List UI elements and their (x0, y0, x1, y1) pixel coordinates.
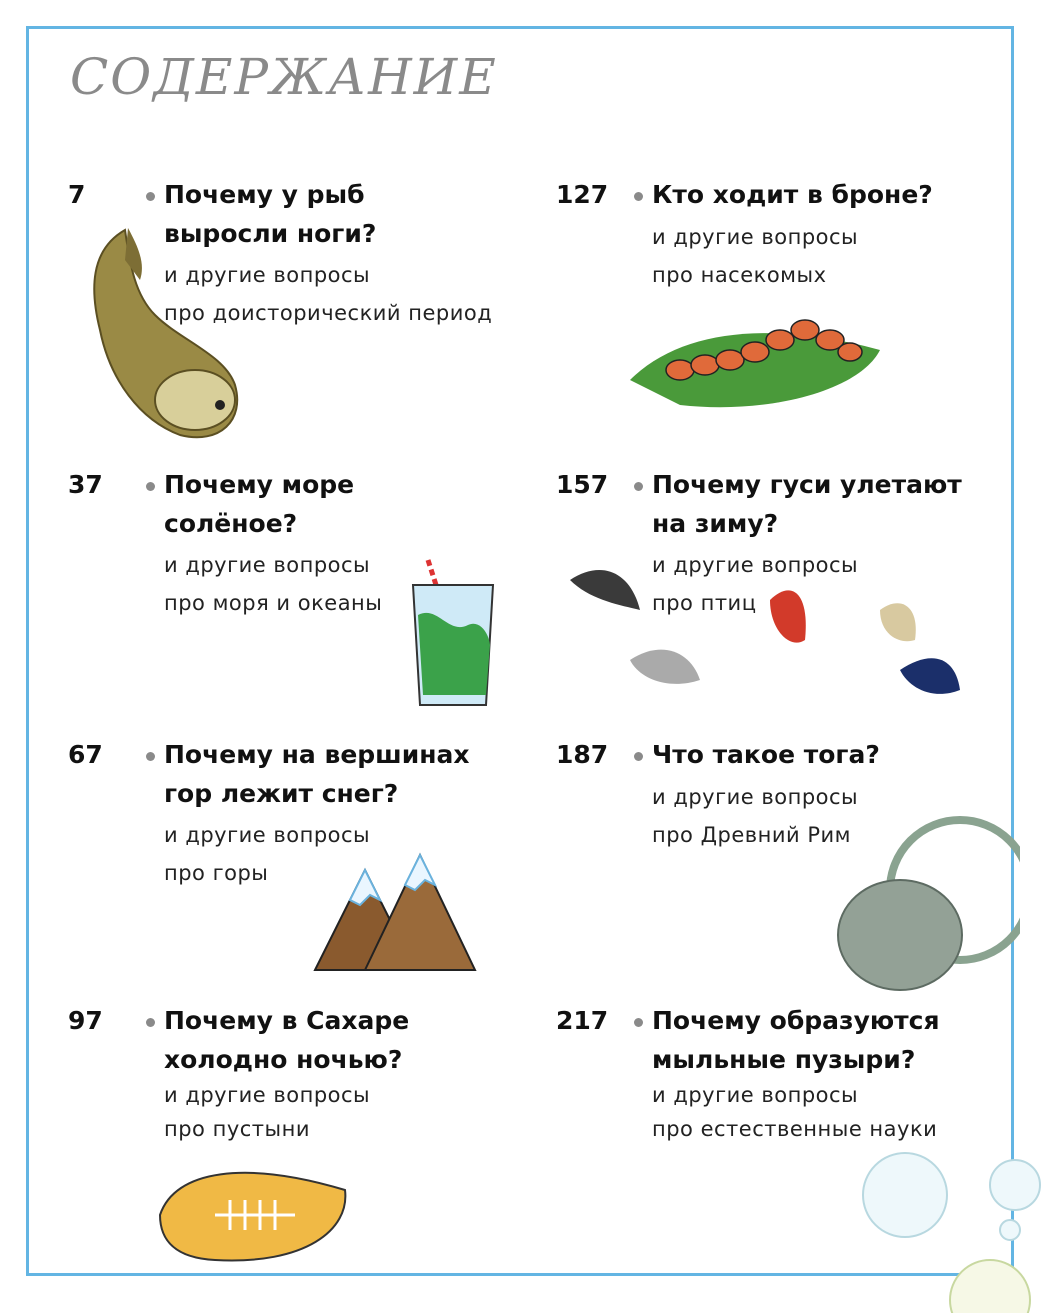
question-line-1: Что такое тога? (652, 740, 880, 769)
subtitle-line-1: и другие вопросы (652, 785, 859, 809)
subtitle-line-2: про насекомых (652, 263, 827, 287)
glass-with-straw-illustration (408, 555, 503, 715)
question-line-1: Почему у рыб (164, 180, 365, 209)
question-line-1: Почему в Сахаре (164, 1006, 410, 1035)
page-number: 67 (68, 740, 103, 769)
subtitle-line-1: и другие вопросы (652, 1083, 859, 1107)
page-number: 217 (556, 1006, 609, 1035)
mountains-illustration (310, 850, 480, 975)
subtitle-line-2: про естественные науки (652, 1117, 938, 1141)
subtitle-line-2: про пустыни (164, 1117, 310, 1141)
subtitle-line-1: и другие вопросы (164, 823, 371, 847)
bullet-icon (146, 752, 155, 761)
centipede-illustration (620, 290, 890, 420)
bullet-icon (634, 1018, 643, 1027)
bullet-icon (146, 482, 155, 491)
subtitle-line-1: и другие вопросы (652, 553, 859, 577)
bullet-icon (146, 192, 155, 201)
bullet-icon (634, 752, 643, 761)
question-line-2: холодно ночью? (164, 1045, 403, 1074)
question-line-2: выросли ноги? (164, 219, 377, 248)
subtitle-line-1: и другие вопросы (164, 553, 371, 577)
subtitle-line-1: и другие вопросы (164, 263, 371, 287)
question-line-2: солёное? (164, 509, 298, 538)
question-line-1: Почему гуси улетают (652, 470, 962, 499)
page-number: 7 (68, 180, 86, 209)
subtitle-line-2: про Древний Рим (652, 823, 851, 847)
question-line-1: Почему на вершинах (164, 740, 470, 769)
bullet-icon (146, 1018, 155, 1027)
bullet-icon (634, 192, 643, 201)
subtitle-line-2: про моря и океаны (164, 591, 383, 615)
bullet-icon (634, 482, 643, 491)
question-line-1: Почему море (164, 470, 355, 499)
subtitle-line-2: про птиц (652, 591, 757, 615)
subtitle-line-2: про горы (164, 861, 269, 885)
page-number: 97 (68, 1006, 103, 1035)
subtitle-line-1: и другие вопросы (164, 1083, 371, 1107)
page-title: СОДЕРЖАНИЕ (70, 48, 498, 106)
subtitle-line-2: про доисторический период (164, 301, 493, 325)
roman-tag-illustration (830, 790, 1020, 1000)
page-number: 187 (556, 740, 609, 769)
question-line-2: мыльные пузыри? (652, 1045, 916, 1074)
question-line-2: гор лежит снег? (164, 779, 399, 808)
page-number: 157 (556, 470, 609, 499)
prehistoric-fish-illustration (70, 220, 250, 460)
fossil-fish-illustration (155, 1160, 355, 1270)
page-number: 127 (556, 180, 609, 209)
question-line-1: Кто ходит в броне? (652, 180, 933, 209)
question-line-1: Почему образуются (652, 1006, 940, 1035)
subtitle-line-1: и другие вопросы (652, 225, 859, 249)
page-number: 37 (68, 470, 103, 499)
soap-bubbles-illustration (850, 1150, 1048, 1313)
feathers-illustration (560, 560, 980, 720)
question-line-2: на зиму? (652, 509, 779, 538)
